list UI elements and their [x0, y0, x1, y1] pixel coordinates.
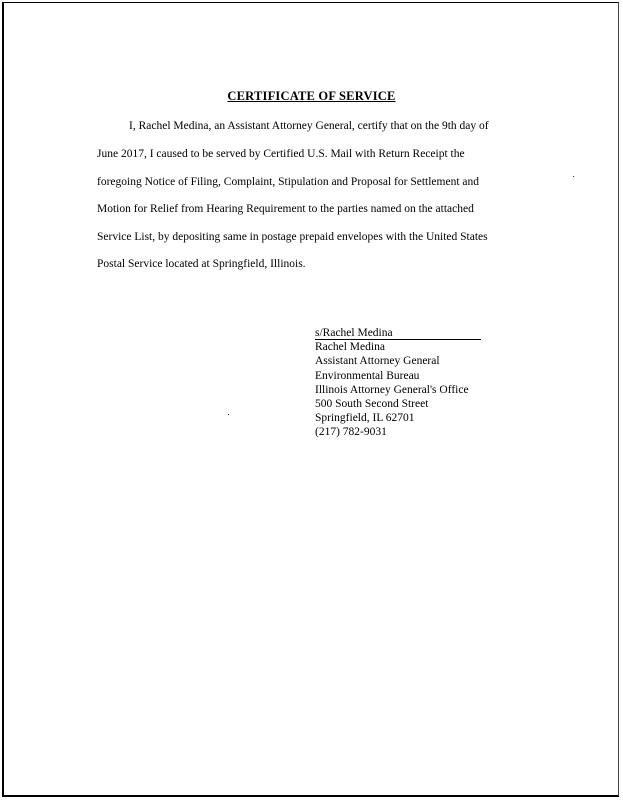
- scan-speck: [228, 414, 229, 415]
- document-title: CERTIFICATE OF SERVICE: [227, 89, 396, 103]
- signer-name: Rachel Medina: [315, 341, 385, 354]
- signer-office: Illinois Attorney General's Office: [315, 383, 469, 396]
- body-line-4: Motion for Relief from Hearing Requirement to the parties named on the attached: [97, 203, 474, 215]
- signer-bureau: Environmental Bureau: [315, 369, 420, 382]
- body-line-5: Service List, by depositing same in postage prepaid envelopes with the United States: [97, 231, 488, 243]
- body-line-1: I, Rachel Medina, an Assistant Attorney General, certify that on the 9th day of: [129, 120, 489, 132]
- signer-city-state-zip: Springfield, IL 62701: [315, 412, 415, 425]
- body-line-3: foregoing Notice of Filing, Complaint, Stipulation and Proposal for Settlement and: [97, 176, 480, 188]
- body-line-6: Postal Service located at Springfield, Illinois.: [97, 258, 306, 270]
- signer-position: Assistant Attorney General: [315, 355, 440, 368]
- signer-street: 500 South Second Street: [315, 398, 429, 411]
- body-line-2: June 2017, I caused to be served by Certified U.S. Mail with Return Receipt the: [97, 148, 465, 160]
- signer-phone: (217) 782-9031: [315, 426, 387, 439]
- electronic-signature: s/Rachel Medina: [315, 327, 481, 340]
- scan-speck: [573, 176, 574, 177]
- signature-block: [315, 326, 481, 440]
